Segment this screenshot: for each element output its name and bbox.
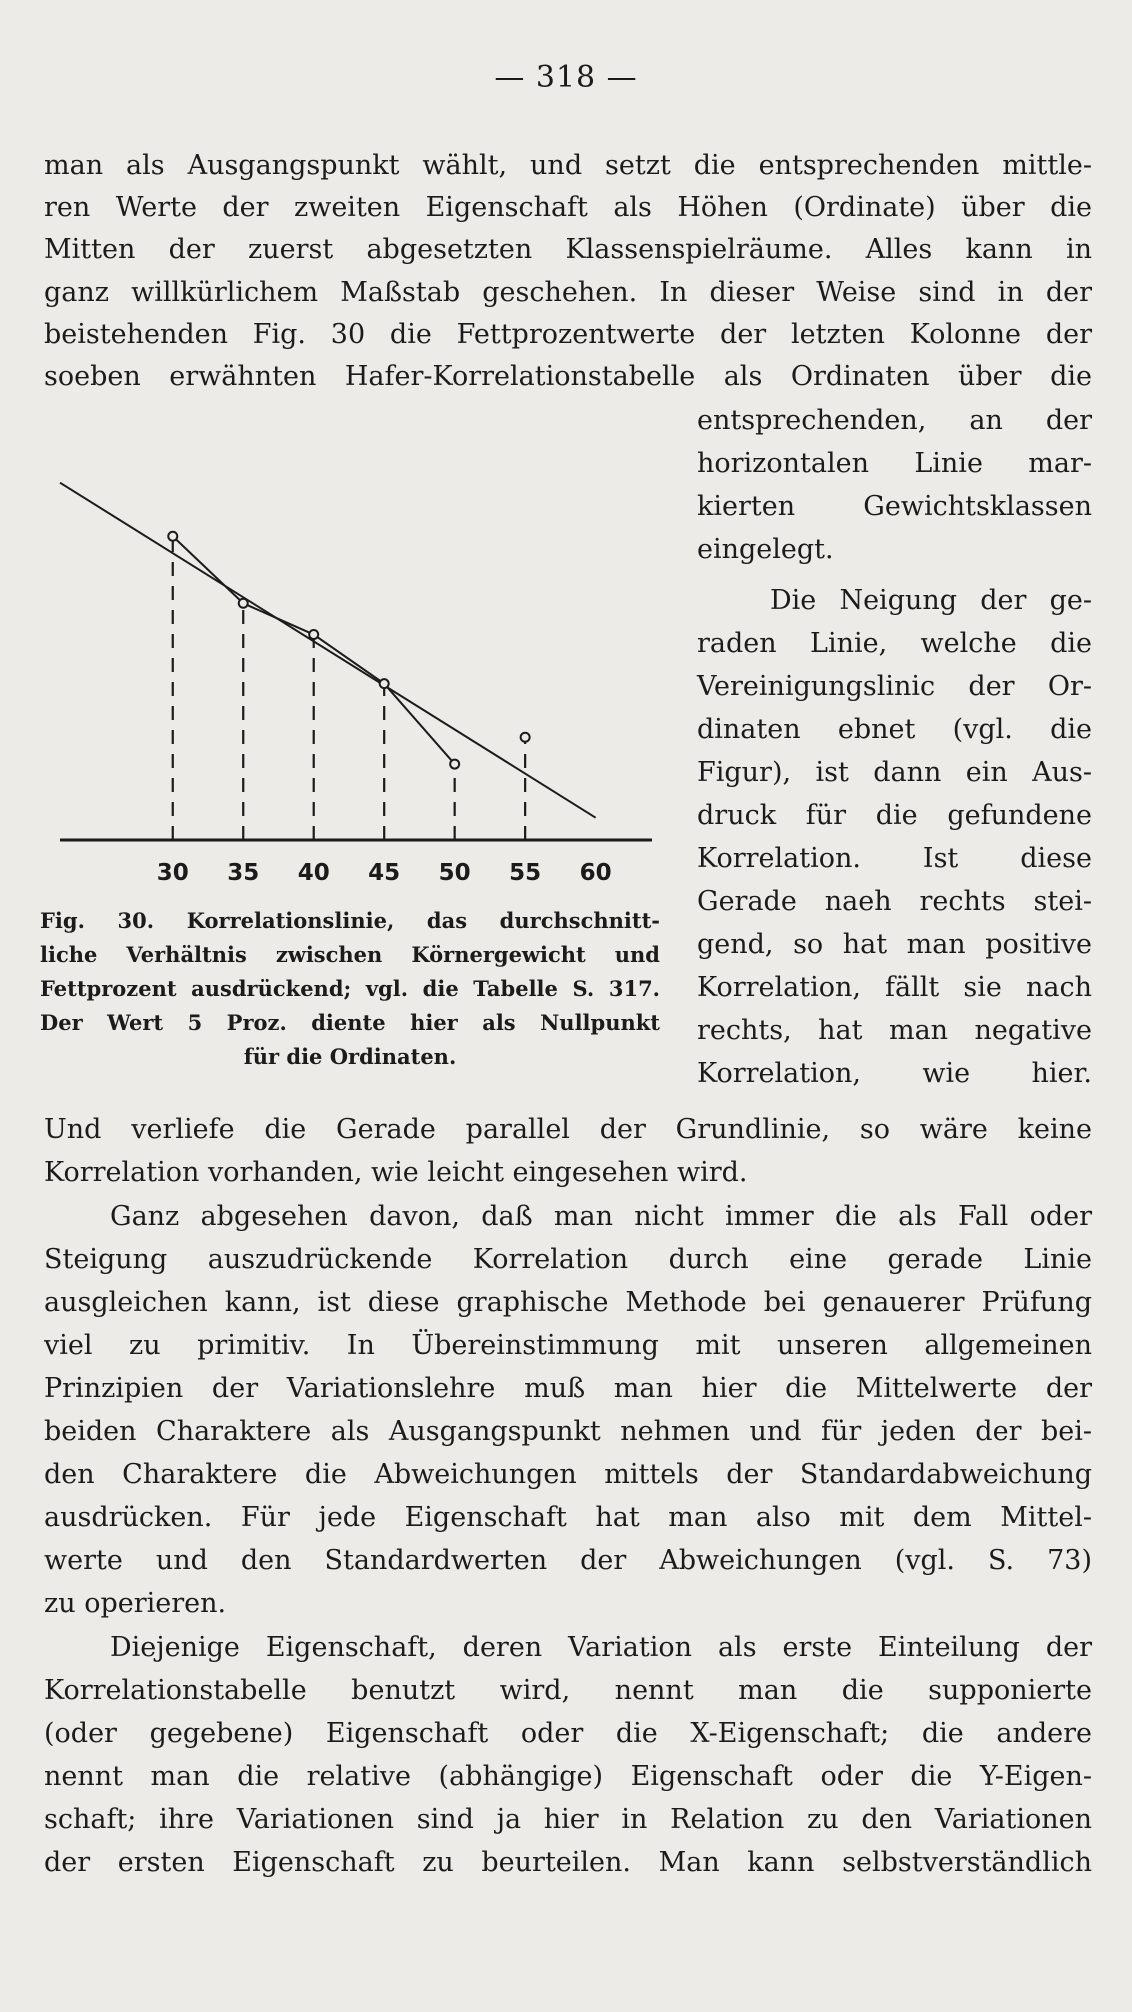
x-tick-label: 30 bbox=[156, 860, 189, 886]
text-line: Mitten der zuerst abgesetzten Klassenspielräume. Alles kann in bbox=[44, 234, 1092, 265]
data-point bbox=[239, 599, 248, 608]
data-point bbox=[521, 733, 530, 742]
x-tick-label: 40 bbox=[297, 860, 330, 886]
side-text-line: Korrelation. Ist diese bbox=[697, 843, 1092, 874]
text-line: Korrelationstabelle benutzt wird, nennt man die supponierte bbox=[44, 1675, 1092, 1706]
side-text-line: rechts, hat man negative bbox=[697, 1015, 1092, 1046]
text-line: Diejenige Eigenschaft, deren Variation als erste Einteilung der bbox=[110, 1632, 1092, 1663]
text-line: Und verliefe die Gerade parallel der Grundlinie, so wäre keine bbox=[44, 1114, 1092, 1145]
x-tick-label: 50 bbox=[438, 860, 471, 886]
text-line: beistehenden Fig. 30 die Fettprozentwerte der letzten Kolonne der bbox=[44, 319, 1092, 350]
figure-caption-line: Fettprozent ausdrückend; vgl. die Tabelle S. 317. bbox=[40, 976, 660, 1001]
text-line: Steigung auszudrückende Korrelation durch eine gerade Linie bbox=[44, 1244, 1092, 1275]
x-tick-label: 60 bbox=[579, 860, 612, 886]
regression-line bbox=[60, 483, 596, 818]
side-text-line: Die Neigung der ge- bbox=[770, 585, 1092, 616]
side-text-line: horizontalen Linie mar- bbox=[697, 448, 1092, 479]
text-line: Ganz abgesehen davon, daß man nicht immer die als Fall oder bbox=[110, 1201, 1092, 1232]
text-line: der ersten Eigenschaft zu beurteilen. Man kann selbstverständlich bbox=[44, 1847, 1092, 1878]
text-line: werte und den Standardwerten der Abweichungen (vgl. S. 73) bbox=[44, 1545, 1092, 1576]
text-line: Prinzipien der Variationslehre muß man hier die Mittelwerte der bbox=[44, 1373, 1092, 1404]
side-text-line: entsprechenden, an der bbox=[697, 405, 1092, 436]
side-text-line: Figur), ist dann ein Aus- bbox=[697, 757, 1092, 788]
data-point bbox=[380, 679, 389, 688]
text-line: viel zu primitiv. In Übereinstimmung mit unseren allgemeinen bbox=[44, 1330, 1092, 1361]
text-line: zu operieren. bbox=[44, 1588, 227, 1619]
side-text-line: Vereinigungslinic der Or- bbox=[697, 671, 1092, 702]
figure-caption-line: für die Ordinaten. bbox=[243, 1044, 457, 1069]
side-text-line: gend, so hat man positive bbox=[697, 929, 1092, 960]
side-text-line: kierten Gewichtsklassen bbox=[697, 491, 1092, 522]
x-tick-label: 35 bbox=[227, 860, 260, 886]
side-text-line: Gerade naeh rechts stei- bbox=[697, 886, 1092, 917]
data-point bbox=[309, 630, 318, 639]
figure-caption-line: liche Verhältnis zwischen Körnergewicht und bbox=[40, 942, 660, 967]
side-text-line: raden Linie, welche die bbox=[697, 628, 1092, 659]
text-line: man als Ausgangspunkt wählt, und setzt die entsprechenden mittle- bbox=[44, 150, 1092, 181]
text-line: (oder gegebene) Eigenschaft oder die X-Eigenschaft; die andere bbox=[44, 1718, 1092, 1749]
text-line: Korrelation vorhanden, wie leicht eingesehen wird. bbox=[44, 1157, 748, 1188]
text-line: ausgleichen kann, ist diese graphische Methode bei genauerer Prüfung bbox=[44, 1287, 1092, 1318]
figure-caption-line: Der Wert 5 Proz. diente hier als Nullpunkt bbox=[40, 1010, 660, 1035]
text-line: schaft; ihre Variationen sind ja hier in Relation zu den Variationen bbox=[44, 1804, 1092, 1835]
text-line: den Charaktere die Abweichungen mittels der Standardabweichung bbox=[44, 1459, 1092, 1490]
correlation-figure bbox=[40, 438, 660, 898]
side-text-line: dinaten ebnet (vgl. die bbox=[697, 714, 1092, 745]
side-text-line: druck für die gefundene bbox=[697, 800, 1092, 831]
text-line: soeben erwähnten Hafer-Korrelationstabelle als Ordinaten über die bbox=[44, 361, 1092, 392]
side-text-line: Korrelation, fällt sie nach bbox=[697, 972, 1092, 1003]
data-polyline bbox=[173, 536, 455, 764]
data-point bbox=[450, 760, 459, 769]
side-text-line: Korrelation, wie hier. bbox=[697, 1058, 1092, 1089]
text-line: beiden Charaktere als Ausgangspunkt nehmen und für jeden der bei- bbox=[44, 1416, 1092, 1447]
page-number: — 318 — bbox=[494, 60, 638, 95]
figure-caption-line: Fig. 30. Korrelationslinie, das durchschnitt- bbox=[40, 908, 660, 933]
side-text-line: eingelegt. bbox=[697, 534, 834, 565]
x-tick-label: 45 bbox=[368, 860, 401, 886]
text-line: ren Werte der zweiten Eigenschaft als Höhen (Ordinate) über die bbox=[44, 192, 1092, 223]
data-point bbox=[168, 532, 177, 541]
text-line: ganz willkürlichem Maßstab geschehen. In dieser Weise sind in der bbox=[44, 277, 1092, 308]
text-line: ausdrücken. Für jede Eigenschaft hat man also mit dem Mittel- bbox=[44, 1502, 1092, 1533]
x-tick-label: 55 bbox=[509, 860, 542, 886]
text-line: nennt man die relative (abhängige) Eigenschaft oder die Y-Eigen- bbox=[44, 1761, 1092, 1792]
